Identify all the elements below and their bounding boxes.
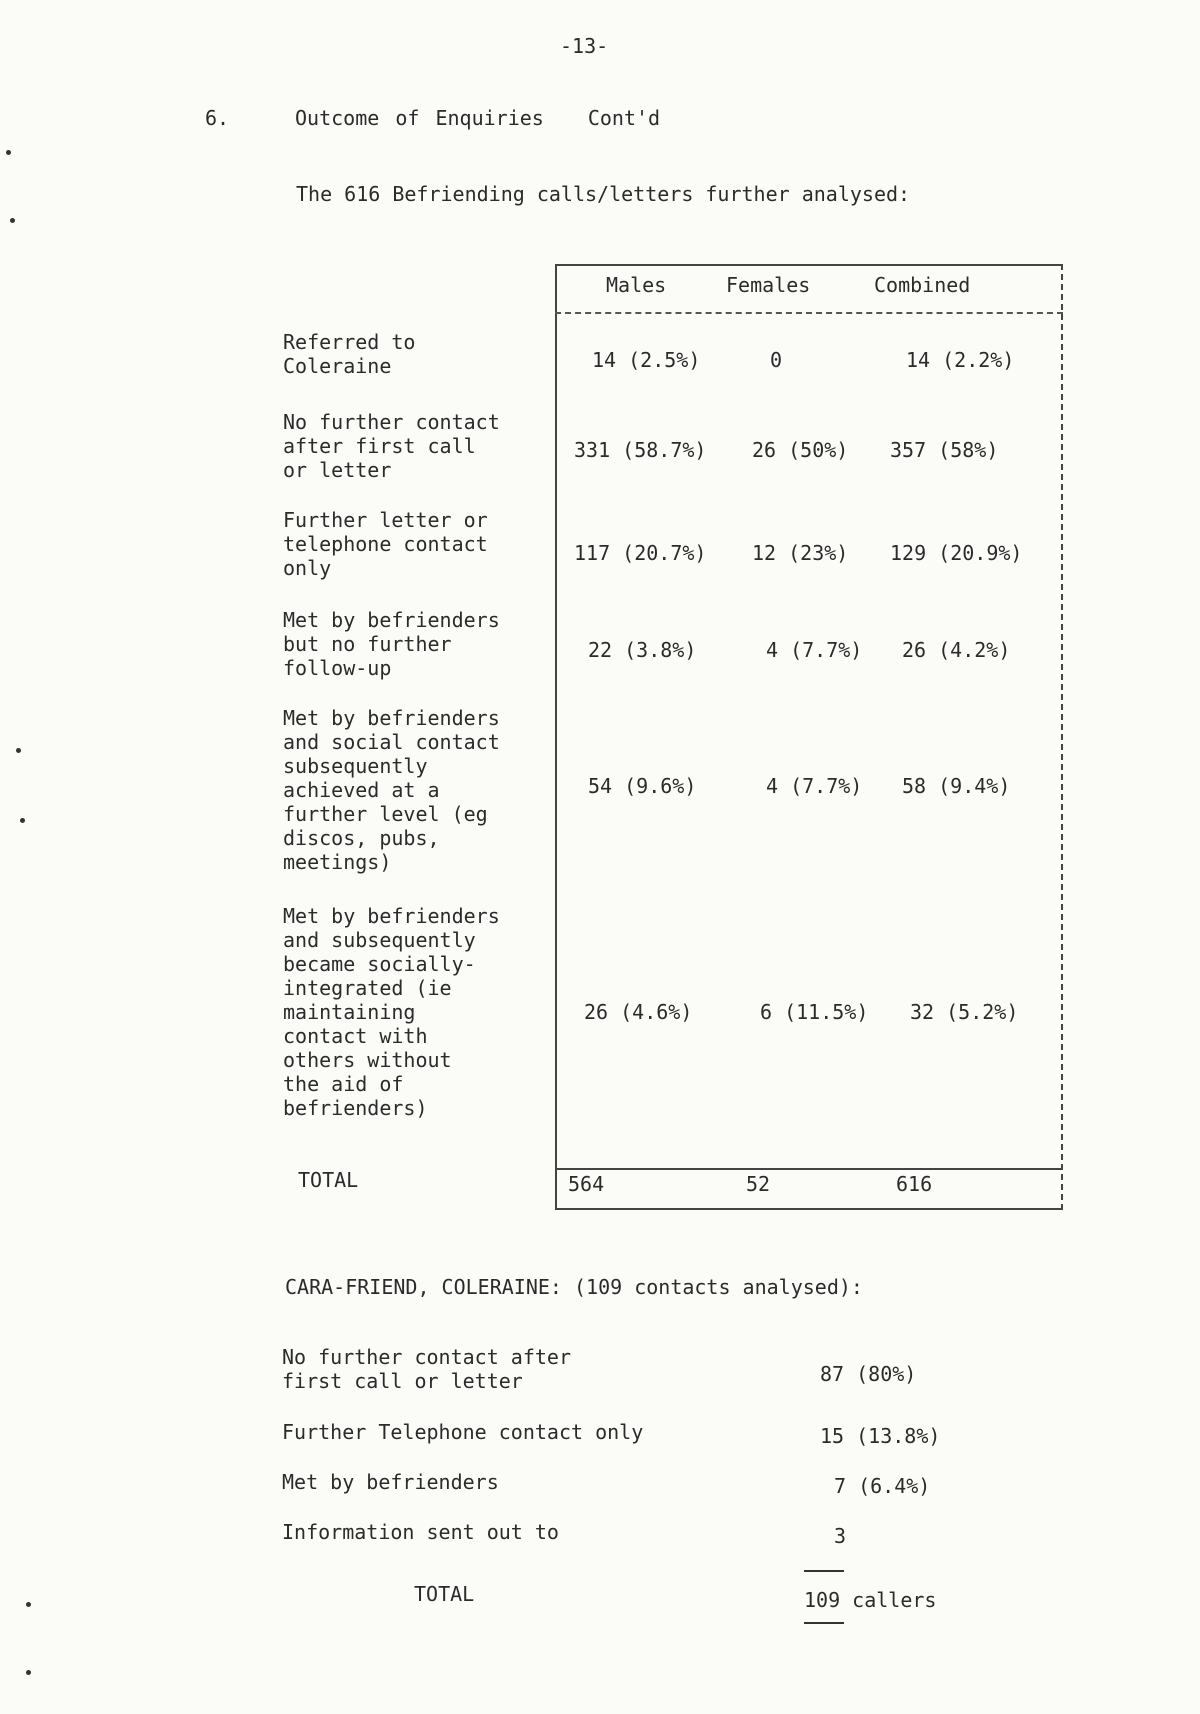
table-total-divider — [555, 1168, 1063, 1170]
cell-combined: 129 (20.9%) — [890, 541, 1023, 565]
cell-females: 26 (50%) — [752, 438, 849, 462]
cell-females: 4 (7.7%) — [766, 638, 863, 662]
cell-males: 14 (2.5%) — [592, 348, 701, 372]
coleraine-heading: CARA-FRIEND, COLERAINE: (109 contacts analysed): — [285, 1275, 863, 1299]
row-label-referred: Referred to Coleraine — [283, 330, 416, 378]
cell-males: 26 (4.6%) — [584, 1000, 693, 1024]
cell-males: 117 (20.7%) — [574, 541, 707, 565]
coleraine-row-value: 15 (13.8%) — [820, 1424, 941, 1448]
coleraine-row-value: 3 — [834, 1524, 847, 1548]
cell-females: 6 (11.5%) — [760, 1000, 869, 1024]
cell-males: 54 (9.6%) — [588, 774, 697, 798]
row-label-met-no-followup: Met by befrienders but no further follow-up — [283, 608, 500, 680]
column-header-females: Females — [726, 273, 811, 297]
column-header-males: Males — [606, 273, 667, 297]
coleraine-row-value: 7 (6.4%) — [834, 1474, 931, 1498]
margin-mark — [26, 1670, 31, 1675]
row-label-met-social-contact: Met by befrienders and social contact subsequently achieved at a further level (eg discos, pubs, meetings) — [283, 706, 500, 874]
cell-females: 0 — [770, 348, 783, 372]
section-continued: Cont'd — [587, 106, 661, 130]
coleraine-row-label: Further Telephone contact only — [282, 1420, 644, 1444]
margin-mark — [20, 818, 25, 823]
total-females: 52 — [746, 1172, 771, 1196]
cell-males: 22 (3.8%) — [588, 638, 697, 662]
section-title: Outcome of Enquiries — [295, 106, 544, 130]
section-number: 6. — [205, 106, 230, 130]
row-label-met-socially-integrated: Met by befrienders and subsequently became socially- integrated (ie maintaining contact with others without the aid of befrienders) — [283, 904, 500, 1120]
page-number: -13- — [560, 34, 609, 58]
row-label-no-further-contact: No further contact after first call or letter — [283, 410, 500, 482]
table-header-divider — [555, 312, 1063, 314]
cell-combined: 32 (5.2%) — [910, 1000, 1019, 1024]
total-label: TOTAL — [298, 1168, 359, 1192]
cell-combined: 357 (58%) — [890, 438, 999, 462]
margin-mark — [16, 748, 21, 753]
outcome-table — [555, 264, 1063, 1210]
coleraine-row-label: Information sent out to — [282, 1520, 559, 1544]
coleraine-row-value: 87 (80%) — [820, 1362, 917, 1386]
margin-mark — [26, 1602, 31, 1607]
cell-females: 12 (23%) — [752, 541, 849, 565]
sum-rule — [804, 1570, 844, 1572]
total-combined: 616 — [896, 1172, 933, 1196]
coleraine-row-label: No further contact after first call or letter — [282, 1345, 571, 1393]
cell-combined: 26 (4.2%) — [902, 638, 1011, 662]
total-males: 564 — [568, 1172, 605, 1196]
cell-combined: 58 (9.4%) — [902, 774, 1011, 798]
intro-text: The 616 Befriending calls/letters further analysed: — [296, 182, 911, 206]
margin-mark — [10, 218, 15, 223]
sum-rule — [804, 1622, 844, 1624]
coleraine-total-value: 109 callers — [804, 1588, 937, 1612]
coleraine-total-label: TOTAL — [414, 1582, 475, 1606]
row-label-further-letter: Further letter or telephone contact only — [283, 508, 488, 580]
cell-combined: 14 (2.2%) — [906, 348, 1015, 372]
column-header-combined: Combined — [874, 273, 971, 297]
coleraine-row-label: Met by befrienders — [282, 1470, 499, 1494]
cell-females: 4 (7.7%) — [766, 774, 863, 798]
section-heading — [205, 106, 660, 130]
margin-mark — [6, 150, 11, 155]
cell-males: 331 (58.7%) — [574, 438, 707, 462]
